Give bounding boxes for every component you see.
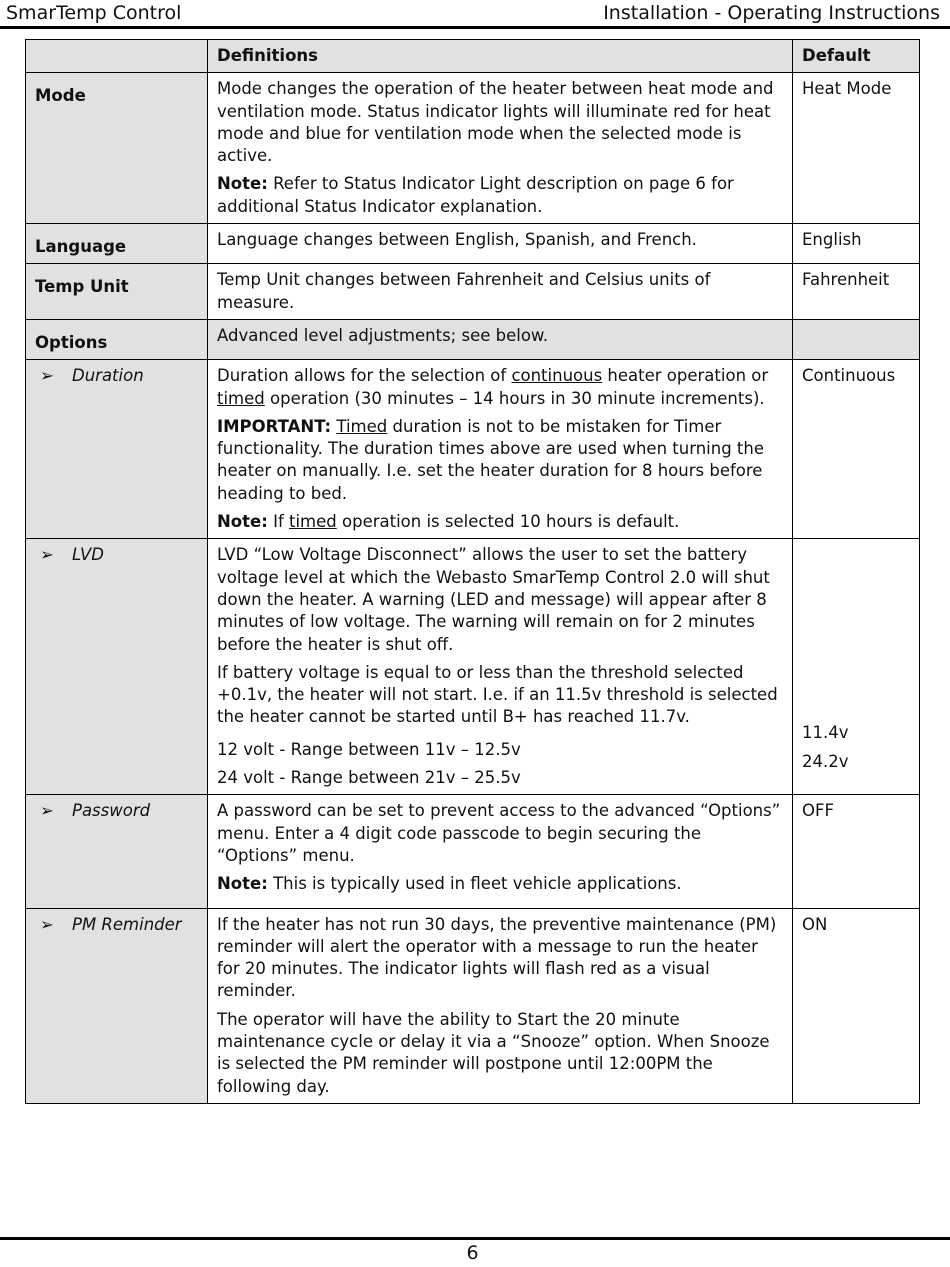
- table-row-temp-unit: [26, 264, 920, 320]
- row-label-text: Duration: [72, 366, 144, 386]
- note-text: Refer to Status Indicator Light description on page 6 for additional Status Indicator explanation.: [217, 174, 734, 216]
- underlined-term: Timed: [336, 416, 388, 436]
- underlined-term: timed: [217, 388, 265, 408]
- lvd-threshold-paragraph: If battery voltage is equal to or less than the threshold selected +0.1v, the heater will not start. I.e. if an 11.5v threshold is selected the heater cannot be started until B+ has reached 11.7v.: [217, 662, 778, 727]
- footer-rule: [0, 1237, 950, 1240]
- default-lvd-12v: 11.4v: [802, 723, 849, 743]
- important-label: IMPORTANT:: [217, 416, 332, 436]
- note-label: Note:: [217, 874, 268, 894]
- row-label-mode: Mode: [26, 73, 208, 224]
- row-label-text: PM Reminder: [72, 914, 182, 934]
- note-paragraph: [217, 173, 783, 218]
- lvd-range-12v: 12 volt - Range between 11v – 12.5v: [217, 739, 521, 759]
- definition-temp-unit: Temp Unit changes between Fahrenheit and Celsius units of measure.: [208, 264, 793, 320]
- note-paragraph: [217, 511, 783, 533]
- row-label-text: Password: [72, 801, 151, 821]
- definition-lvd: [208, 539, 793, 795]
- table-row-mode: [26, 73, 920, 224]
- password-paragraph: A password can be set to prevent access to the advanced “Options” menu. Enter a 4 digit code passcode to begin securing the “Options” menu.: [217, 801, 781, 865]
- row-label-password: [26, 795, 208, 908]
- table-row-language: [26, 224, 920, 264]
- default-temp-unit: Fahrenheit: [793, 264, 920, 320]
- lvd-paragraph: LVD “Low Voltage Disconnect” allows the user to set the battery voltage level at which the Webasto SmarTemp Control 2.0 will shut down the heater. A warning (LED and message) will appear after 8 minutes of low voltage. The warning will remain on for 2 minutes before the heater is shut off.: [217, 545, 770, 654]
- row-label-pm-reminder: [26, 908, 208, 1103]
- text-run: If: [267, 512, 289, 532]
- default-options: [793, 319, 920, 359]
- definition-password: [208, 795, 793, 908]
- note-paragraph: [217, 873, 783, 895]
- default-language: English: [793, 224, 920, 264]
- note-label: Note:: [217, 512, 268, 532]
- default-pm-reminder: ON: [793, 908, 920, 1103]
- row-label-duration: [26, 360, 208, 539]
- text-run: heater operation or: [602, 366, 769, 386]
- text-run: operation is selected 10 hours is default.: [336, 512, 680, 532]
- text-run: Duration allows for the selection of: [217, 366, 512, 386]
- note-label: Note:: [217, 174, 268, 194]
- table-header-row: [26, 40, 920, 73]
- table-row-password: [26, 795, 920, 908]
- arrow-bullet-icon: ➢: [40, 366, 54, 386]
- header-title: SmarTemp Control: [6, 2, 182, 24]
- page-number: 6: [466, 1242, 479, 1264]
- row-label-temp-unit: Temp Unit: [26, 264, 208, 320]
- pm-snooze-paragraph: The operator will have the ability to Start the 20 minute maintenance cycle or delay it via a “Snooze” option. When Snooze is selected the PM reminder will postpone until 12:00PM the following day.: [217, 1009, 770, 1096]
- default-duration: Continuous: [793, 360, 920, 539]
- note-text: This is typically used in fleet vehicle applications.: [267, 874, 682, 894]
- definition-pm-reminder: [208, 908, 793, 1103]
- row-label-options: Options: [26, 319, 208, 359]
- definition-language: Language changes between English, Spanish, and French.: [208, 224, 793, 264]
- settings-table: [25, 39, 920, 1104]
- table-row-lvd: [26, 539, 920, 795]
- lvd-range-24v: 24 volt - Range between 21v – 25.5v: [217, 768, 521, 788]
- definition-mode: [208, 73, 793, 224]
- definition-text: Mode changes the operation of the heater between heat mode and ventilation mode. Status indicator lights will illuminate red for heat mode and blue for ventilation mode when the selected mode is active.: [217, 79, 774, 166]
- default-lvd: [793, 539, 920, 795]
- table-row-duration: [26, 360, 920, 539]
- default-mode: Heat Mode: [793, 73, 920, 224]
- arrow-bullet-icon: ➢: [40, 801, 54, 821]
- definition-options: Advanced level adjustments; see below.: [208, 319, 793, 359]
- table-row-pm-reminder: [26, 908, 920, 1103]
- header-definitions: Definitions: [208, 40, 793, 73]
- row-label-language: Language: [26, 224, 208, 264]
- table-row-options: [26, 319, 920, 359]
- text-run: duration is not to be mistaken for Timer functionality. The duration times above are used when turning the heater on manually. I.e. set the heater duration for 8 hours before heading to bed.: [217, 416, 764, 503]
- pm-paragraph: If the heater has not run 30 days, the preventive maintenance (PM) reminder will alert the operator with a message to run the heater for 20 minutes. The indicator lights will flash red as a visual reminder.: [217, 914, 777, 1001]
- duration-paragraph: [217, 365, 783, 410]
- default-lvd-24v: 24.2v: [802, 751, 849, 771]
- arrow-bullet-icon: ➢: [40, 914, 54, 934]
- definition-duration: [208, 360, 793, 539]
- row-label-lvd: [26, 539, 208, 795]
- underlined-term: timed: [289, 512, 337, 532]
- arrow-bullet-icon: ➢: [40, 545, 54, 565]
- text-run: operation (30 minutes – 14 hours in 30 minute increments).: [264, 388, 765, 408]
- spacer: [802, 544, 910, 722]
- row-label-text: LVD: [72, 545, 104, 565]
- header-default: Default: [793, 40, 920, 73]
- header-rule: [0, 26, 950, 29]
- important-paragraph: [217, 416, 783, 505]
- underlined-term: continuous: [511, 366, 603, 386]
- default-password: OFF: [793, 795, 920, 908]
- header-section-title: Installation - Operating Instructions: [603, 2, 940, 24]
- header-cell-empty: [26, 40, 208, 73]
